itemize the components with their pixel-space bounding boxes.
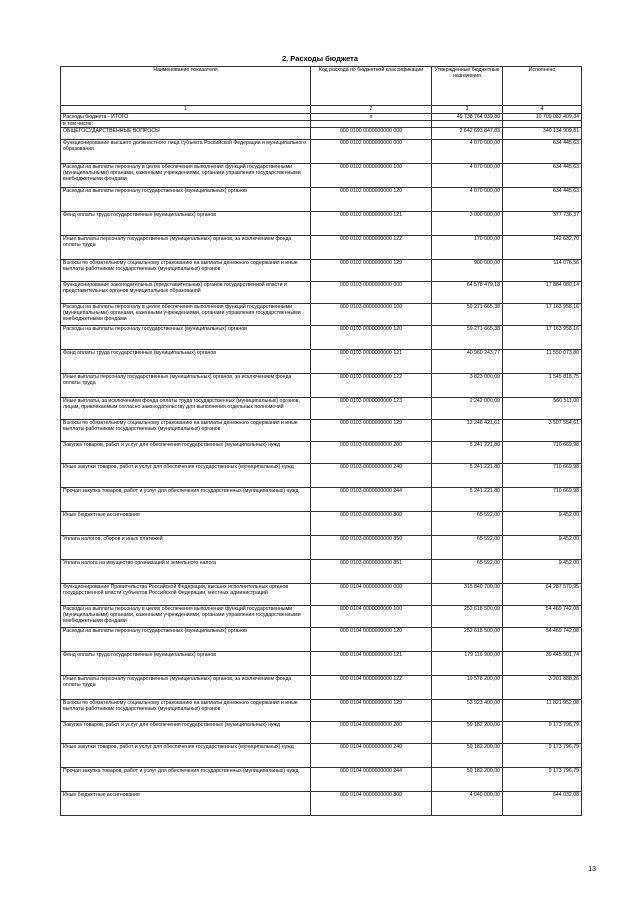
- row-name: [61, 420, 311, 442]
- row-name: [61, 140, 311, 164]
- row-code: 000 0104 0000000000 800: [311, 792, 432, 816]
- row-name: [61, 350, 311, 374]
- row-executed: 10 709 082 409,34: [503, 114, 582, 121]
- row-name-text: Закупка товаров, работ и услуг для обеспечения государственных (муниципальных) нужд: [63, 442, 280, 449]
- column-number: 1: [61, 106, 311, 114]
- table-row: [61, 260, 582, 282]
- row-approved: 170 000,00: [432, 236, 503, 260]
- row-name-text: Иные выплаты персоналу государственных (муниципальных) органов, за исключением фонда оплаты труда: [63, 676, 292, 689]
- row-name-text: Функционирование высшего должностного лица субъекта Российской Федерации и муниципального образования: [63, 140, 306, 153]
- row-approved: 2 642 693 847,83: [432, 128, 503, 140]
- table-row: [61, 121, 582, 128]
- table-row: [61, 560, 582, 584]
- row-code: 000 0104 0000000000 240: [311, 744, 432, 768]
- row-code: 000 0102 0000000000 120: [311, 188, 432, 212]
- row-name: [61, 536, 311, 560]
- row-name: [61, 121, 311, 128]
- row-executed: 9 452,00: [503, 536, 582, 560]
- table-row: [61, 442, 582, 464]
- row-executed: 634 445,63: [503, 140, 582, 164]
- table-row: [61, 584, 582, 606]
- row-executed: 11 821 952,08: [503, 700, 582, 722]
- table-row: [61, 212, 582, 236]
- table-row: [61, 652, 582, 676]
- table-body: [61, 114, 582, 816]
- row-executed: 377 736,37: [503, 212, 582, 236]
- row-name-text: Расходы на выплаты персоналу в целях обеспечения выполнения функций государственными (муниципальными) органами, казенными учреждениями, органами управления государственными внебюджетными фондами: [63, 606, 301, 625]
- row-name-text: Расходы на выплаты персоналу государственных (муниципальных) органов: [63, 628, 247, 635]
- row-executed: 340 134 909,81: [503, 128, 582, 140]
- table-row: [61, 128, 582, 140]
- row-executed: 39 445 901,74: [503, 652, 582, 676]
- row-name-text: Иные выплаты персоналу государственных (муниципальных) органов, за исключением фонда оплаты труда: [63, 236, 292, 249]
- table-row: [61, 488, 582, 512]
- row-code: 000 0104 0000000000 121: [311, 652, 432, 676]
- row-code: 000 0104 0000000000 100: [311, 606, 432, 628]
- row-name: [61, 442, 311, 464]
- row-name: [61, 398, 311, 420]
- row-code: 000 0104 0000000000 122: [311, 676, 432, 700]
- row-code: 000 0103 0000000000 100: [311, 304, 432, 326]
- row-approved: [432, 121, 503, 128]
- row-name: [61, 584, 311, 606]
- table-row: [61, 398, 582, 420]
- header-approved: Утвержденные бюджетные назначения: [432, 67, 503, 106]
- row-approved: 59 182 200,00: [432, 744, 503, 768]
- row-code: 000 0103 0000000000 000: [311, 282, 432, 304]
- row-name: [61, 212, 311, 236]
- row-name-text: ОБЩЕГОСУДАРСТВЕННЫЕ ВОПРОСЫ: [63, 128, 160, 135]
- row-name-text: Функционирование Правительства Российской Федерации, высших исполнительных органов государственной власти субъектов Российской Федерации, местных администраций: [63, 584, 289, 597]
- row-name-text: Расходы бюджета - ИТОГО: [63, 114, 129, 120]
- header-executed: Исполнено: [503, 67, 582, 106]
- row-approved: 5 241 221,80: [432, 464, 503, 488]
- header-name: Наименование показателя: [61, 67, 311, 106]
- row-approved: 179 116 900,00: [432, 652, 503, 676]
- column-number: 3: [432, 106, 503, 114]
- budget-expenses-table: [60, 66, 582, 816]
- row-name-text: Иные выплаты, за исключением фонда оплаты труда государственных (муниципальных) органов, лицам, привлекаемым согласно законодательству для выполнения отдельных полномочий: [63, 398, 300, 411]
- row-name: [61, 676, 311, 700]
- row-approved: 4 070 000,00: [432, 164, 503, 188]
- row-approved: 4 070 000,00: [432, 140, 503, 164]
- row-code: 000 0103 0000000000 120: [311, 326, 432, 350]
- row-approved: 19 578 200,00: [432, 676, 503, 700]
- table-row: [61, 768, 582, 792]
- table-row: [61, 420, 582, 442]
- table-row: [61, 350, 582, 374]
- row-approved: 3 000 000,00: [432, 212, 503, 236]
- row-name: [61, 744, 311, 768]
- row-name-text: Фонд оплаты труда государственных (муниципальных) органов: [63, 212, 216, 219]
- row-name-text: Иные выплаты персоналу государственных (муниципальных) органов, за исключением фонда оплаты труда: [63, 374, 292, 387]
- row-name: [61, 722, 311, 744]
- row-code: 000 0104 0000000000 244: [311, 768, 432, 792]
- table-row: [61, 464, 582, 488]
- row-name: [61, 606, 311, 628]
- row-name-text: Закупка товаров, работ и услуг для обеспечения государственных (муниципальных) нужд: [63, 722, 280, 729]
- row-executed: 710 669,98: [503, 464, 582, 488]
- row-name-text: Расходы на выплаты персоналу государственных (муниципальных) органов: [63, 188, 247, 195]
- page-number: 13: [588, 866, 596, 873]
- row-executed: 710 669,98: [503, 488, 582, 512]
- row-executed: 560 511,00: [503, 398, 582, 420]
- row-approved: 4 040 000,00: [432, 792, 503, 816]
- row-approved: 5 241 221,80: [432, 488, 503, 512]
- row-code: 000 0102 0000000000 000: [311, 140, 432, 164]
- column-number-row: [61, 106, 582, 114]
- section-title: 2. Расходы бюджета: [281, 54, 359, 63]
- row-code: 000 0103 0000000000 129: [311, 420, 432, 442]
- row-approved: 12 246 421,61: [432, 420, 503, 442]
- row-executed: 54 469 742,08: [503, 628, 582, 652]
- row-name-text: Расходы на выплаты персоналу в целях обеспечения выполнения функций государственными (муниципальными) органами, казенными учреждениями, органами управления государственными внебюджетными фондами: [63, 304, 301, 323]
- table-row: [61, 628, 582, 652]
- table-row: [61, 236, 582, 260]
- row-executed: 114 076,56: [503, 260, 582, 282]
- table-row: [61, 114, 582, 121]
- table-row: [61, 188, 582, 212]
- row-executed: 11 550 073,80: [503, 350, 582, 374]
- row-code: 000 0102 0000000000 100: [311, 164, 432, 188]
- row-approved: 49 738 764 039,80: [432, 114, 503, 121]
- table-row: [61, 606, 582, 628]
- header-code: Код расхода по бюджетной классификации: [311, 67, 432, 106]
- row-executed: 9 452,00: [503, 560, 582, 584]
- row-name: [61, 164, 311, 188]
- row-name: [61, 260, 311, 282]
- row-approved: 65 592,00: [432, 512, 503, 536]
- row-approved: 65 592,00: [432, 560, 503, 584]
- row-name: [61, 188, 311, 212]
- row-name-text: Иные бюджетные ассигнования: [63, 512, 140, 519]
- row-approved: 59 271 665,38: [432, 326, 503, 350]
- row-executed: 3 201 888,26: [503, 676, 582, 700]
- row-approved: 252 618 500,00: [432, 628, 503, 652]
- row-executed: 710 669,98: [503, 442, 582, 464]
- row-approved: 53 923 400,00: [432, 700, 503, 722]
- row-approved: 4 070 000,00: [432, 188, 503, 212]
- row-approved: 900 000,00: [432, 260, 503, 282]
- row-executed: 17 163 958,16: [503, 326, 582, 350]
- row-code: x: [311, 114, 432, 121]
- row-name: [61, 464, 311, 488]
- row-executed: 644 032,08: [503, 792, 582, 816]
- table-row: [61, 536, 582, 560]
- row-approved: 252 618 500,00: [432, 606, 503, 628]
- row-name-text: Расходы на выплаты персоналу в целях обеспечения выполнения функций государственными (муниципальными) органами, казенными учреждениями, органами управления государственными внебюджетными фондами: [63, 164, 301, 183]
- row-approved: 315 840 700,00: [432, 584, 503, 606]
- row-name-text: Расходы на выплаты персоналу государственных (муниципальных) органов: [63, 326, 247, 333]
- row-name-text: в том числе:: [63, 121, 93, 128]
- row-code: 000 0103 0000000000 123: [311, 398, 432, 420]
- table-row: [61, 282, 582, 304]
- row-name: [61, 304, 311, 326]
- row-approved: 3 823 000,00: [432, 374, 503, 398]
- row-name: [61, 326, 311, 350]
- table-row: [61, 326, 582, 350]
- row-name-text: Уплата налога на имущество организаций и земельного налога: [63, 560, 216, 567]
- row-executed: 9 173 796,79: [503, 722, 582, 744]
- table-row: [61, 304, 582, 326]
- row-code: 000 0102 0000000000 122: [311, 236, 432, 260]
- row-name-text: Фонд оплаты труда государственных (муниципальных) органов: [63, 350, 216, 357]
- table-header-row: [61, 67, 582, 106]
- row-name-text: Фонд оплаты труда государственных (муниципальных) органов: [63, 652, 216, 659]
- row-executed: 54 469 742,08: [503, 606, 582, 628]
- table-row: [61, 744, 582, 768]
- row-executed: 17 884 080,14: [503, 282, 582, 304]
- row-name-text: Иные закупки товаров, работ и услуг для обеспечения государственных (муниципальных) нужд: [63, 744, 294, 751]
- row-approved: 5 241 221,80: [432, 442, 503, 464]
- column-number: 4: [503, 106, 582, 114]
- row-name-text: Взносы по обязательному социальному страхованию на выплаты денежного содержания и иные выплаты работникам государственных (муниципальных) органов: [63, 700, 298, 713]
- row-approved: 59 271 665,38: [432, 304, 503, 326]
- row-name: [61, 488, 311, 512]
- table-row: [61, 512, 582, 536]
- row-name-text: Взносы по обязательному социальному страхованию на выплаты денежного содержания и иные выплаты работникам государственных (муниципальных) органов: [63, 260, 298, 273]
- row-name-text: Функционирование законодательных (представительных) органов государственной власти и представительных органов муниципальных образований: [63, 282, 287, 295]
- row-executed: 17 163 958,16: [503, 304, 582, 326]
- row-approved: 64 578 479,18: [432, 282, 503, 304]
- row-name: [61, 792, 311, 816]
- row-code: 000 0103 0000000000 244: [311, 488, 432, 512]
- table-row: [61, 676, 582, 700]
- row-name: [61, 652, 311, 676]
- row-name: [61, 628, 311, 652]
- row-approved: 40 960 243,77: [432, 350, 503, 374]
- row-executed: 1 545 818,75: [503, 374, 582, 398]
- row-code: 000 0103 0000000000 121: [311, 350, 432, 374]
- table-row: [61, 374, 582, 398]
- row-code: 000 0100 0000000000 000: [311, 128, 432, 140]
- row-code: 000 0102 0000000000 129: [311, 260, 432, 282]
- row-name: [61, 374, 311, 398]
- row-code: 000 0103 0000000000 200: [311, 442, 432, 464]
- row-name-text: Прочая закупка товаров, работ и услуг для обеспечения государственных (муниципальных) нужд: [63, 488, 299, 495]
- row-approved: 65 592,00: [432, 536, 503, 560]
- row-code: 000 0103 0000000000 850: [311, 536, 432, 560]
- row-name: [61, 236, 311, 260]
- row-executed: 634 445,63: [503, 164, 582, 188]
- table-row: [61, 792, 582, 816]
- row-code: 000 0103 0000000000 800: [311, 512, 432, 536]
- row-name-text: Взносы по обязательному социальному страхованию на выплаты денежного содержания и иные выплаты работникам государственных (муниципальных) органов: [63, 420, 298, 433]
- row-name-text: Уплата налогов, сборов и иных платежей: [63, 536, 163, 543]
- row-name-text: Прочая закупка товаров, работ и услуг для обеспечения государственных (муниципальных) нужд: [63, 768, 299, 775]
- row-executed: 3 507 554,61: [503, 420, 582, 442]
- row-name: [61, 700, 311, 722]
- row-executed: [503, 121, 582, 128]
- row-name-text: Иные закупки товаров, работ и услуг для обеспечения государственных (муниципальных) нужд: [63, 464, 294, 471]
- row-approved: 59 182 200,00: [432, 722, 503, 744]
- row-executed: 634 445,63: [503, 188, 582, 212]
- row-code: 000 0104 0000000000 000: [311, 584, 432, 606]
- row-executed: 142 632,70: [503, 236, 582, 260]
- row-name: [61, 282, 311, 304]
- column-number: 2: [311, 106, 432, 114]
- row-code: [311, 121, 432, 128]
- row-code: 000 0102 0000000000 121: [311, 212, 432, 236]
- table-row: [61, 164, 582, 188]
- table-row: [61, 140, 582, 164]
- row-approved: 59 182 200,00: [432, 768, 503, 792]
- row-name: [61, 560, 311, 584]
- row-executed: 9 452,00: [503, 512, 582, 536]
- row-code: 000 0104 0000000000 129: [311, 700, 432, 722]
- row-approved: 2 242 000,00: [432, 398, 503, 420]
- row-code: 000 0103 0000000000 122: [311, 374, 432, 398]
- row-executed: 64 287 570,95: [503, 584, 582, 606]
- row-executed: 9 173 796,79: [503, 744, 582, 768]
- row-name: [61, 114, 311, 121]
- row-executed: 9 173 796,79: [503, 768, 582, 792]
- table-row: [61, 722, 582, 744]
- row-name: [61, 512, 311, 536]
- row-code: 000 0104 0000000000 120: [311, 628, 432, 652]
- row-code: 000 0103 0000000000 851: [311, 560, 432, 584]
- row-name: [61, 768, 311, 792]
- row-code: 000 0103 0000000000 240: [311, 464, 432, 488]
- row-name-text: Иные бюджетные ассигнования: [63, 792, 140, 799]
- row-code: 000 0104 0000000000 200: [311, 722, 432, 744]
- table-row: [61, 700, 582, 722]
- row-name: [61, 128, 311, 140]
